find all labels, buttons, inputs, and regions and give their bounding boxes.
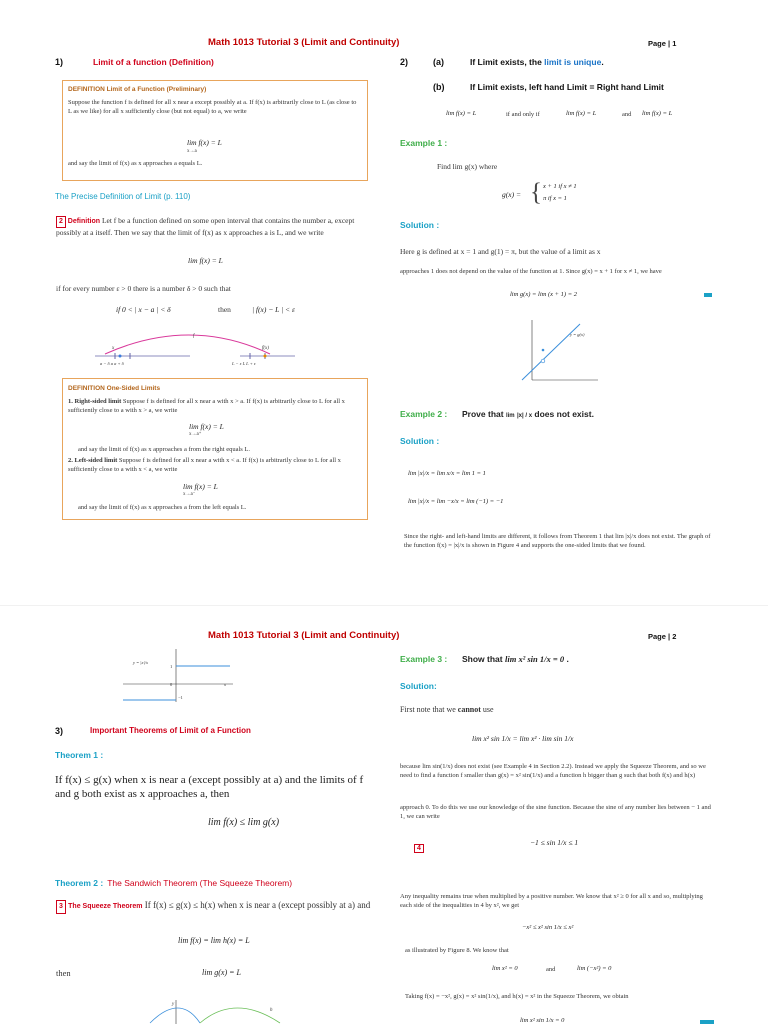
left-sided-limit bbox=[68, 456, 360, 474]
example1-case2: π if x = 1 bbox=[543, 195, 567, 202]
iff-right2: lim f(x) = L bbox=[642, 110, 673, 117]
example3-label: Example 3 : bbox=[400, 654, 448, 664]
theorem2-word: The Squeeze Theorem bbox=[68, 903, 143, 910]
right-sided-tail: and say the limit of f(x) as x approaches a from the right equals L. bbox=[78, 446, 251, 453]
iff-right1: lim f(x) = L bbox=[566, 110, 597, 117]
precise-then: then bbox=[218, 305, 231, 314]
solution3-para2: approach 0. To do this we use our knowledge of the sine function. Because the sine of any number lies between − 1 and 1, we can write bbox=[400, 804, 711, 820]
sign-graph-x: x bbox=[224, 682, 226, 687]
graph-x-label: x bbox=[112, 346, 115, 351]
example1-case1: x + 1 if x ≠ 1 bbox=[543, 183, 577, 190]
definition-tag: 2 bbox=[56, 216, 66, 228]
solution3-ineq: −1 ≤ sin 1/x ≤ 1 bbox=[530, 838, 579, 847]
solution1-line2: approaches 1 does not depend on the value of the function at 1. Since g(x) = x + 1 for x ≠ 1, we have bbox=[400, 268, 662, 275]
theorem2-tag: 3 bbox=[56, 900, 66, 914]
right-sided-limit bbox=[68, 397, 360, 415]
definition-word: Definition bbox=[67, 218, 101, 225]
solution3-bold: cannot bbox=[457, 705, 481, 714]
left-sided-eq: lim f(x) = L bbox=[183, 482, 218, 491]
example2-lead: Prove that bbox=[462, 409, 504, 419]
section2b-text: If Limit exists, left hand Limit = Right hand Limit bbox=[470, 82, 664, 92]
example3-end: . bbox=[566, 654, 569, 664]
left-sided-tail: and say the limit of f(x) as x approaches a from the left equals L. bbox=[78, 504, 247, 511]
ineq-tag-number: 4 bbox=[414, 844, 424, 853]
g-graph bbox=[520, 318, 600, 390]
precise-equation: lim f(x) = L bbox=[188, 256, 223, 265]
solution3-ineq2: −x² ≤ x² sin 1/x ≤ x² bbox=[522, 924, 574, 931]
solution3-para1: because lim sin(1/x) does not exist (see Example 4 in Section 2.2). Instead we apply the Squeeze Theorem, and so we need to find a function f smaller than g(x) = x² sin(1/x) and a function h bigger than g such that both f(x) and h(x) bbox=[400, 763, 706, 779]
page-divider bbox=[0, 605, 768, 606]
right-sided-body: Suppose f is defined for all x near a with x > a. If f(x) is arbitrarily close to L for all x sufficiently close to a with x > a, we write bbox=[68, 398, 345, 414]
squeeze-y-label: y bbox=[172, 1002, 175, 1007]
theorem1-text: If f(x) ≤ g(x) when x is near a (except possibly at a) and the limits of f and g both exist as x approaches a, then bbox=[55, 774, 364, 800]
section2a-label: (a) bbox=[433, 57, 444, 67]
definition-box-one-sided bbox=[62, 378, 368, 520]
theorem2-eq1: lim f(x) = lim h(x) = L bbox=[178, 936, 250, 945]
definition-tail: and say the limit of f(x) as x approaches a equals L. bbox=[68, 160, 203, 167]
right-sided-sub: x→a⁺ bbox=[189, 432, 202, 437]
precise-definition-title: The Precise Definition of Limit (p. 110) bbox=[55, 192, 191, 201]
solution3-line1 bbox=[400, 705, 494, 715]
right-sided-eq: lim f(x) = L bbox=[189, 422, 224, 431]
solution3-para5: Taking f(x) = −x², g(x) = x² sin(1/x), and h(x) = x² in the Squeeze Theorem, we obtain bbox=[405, 993, 629, 1000]
solution3-para4: as illustrated by Figure 8. We know that bbox=[405, 947, 509, 954]
solution1-line1: Here g is defined at x = 1 and g(1) = π, but the value of a limit as x bbox=[400, 247, 601, 256]
example2-label: Example 2 : bbox=[400, 409, 448, 419]
squeeze-graph bbox=[140, 998, 290, 1024]
solution3-label: Solution: bbox=[400, 681, 437, 691]
solution3-eq: lim x² sin 1/x = lim x² · lim sin 1/x bbox=[472, 734, 574, 743]
one-sided-heading: DEFINITION One-Sided Limits bbox=[68, 385, 161, 392]
solution3-rest: use bbox=[480, 705, 494, 714]
solution1-label: Solution : bbox=[400, 220, 440, 230]
example2-frac: |x| / x bbox=[517, 413, 533, 419]
iff-and: and bbox=[622, 111, 632, 118]
example3-expr: lim x² sin 1/x = 0 bbox=[504, 654, 565, 664]
left-sided-sub: x→a⁻ bbox=[183, 492, 196, 497]
section3-title: Important Theorems of Limit of a Function bbox=[90, 726, 251, 735]
brace-icon: { bbox=[530, 179, 542, 206]
theorem2-name: The Sandwich Theorem (The Squeeze Theorem) bbox=[107, 878, 293, 888]
solution1-eq: lim g(x) = lim (x + 1) = 2 bbox=[510, 291, 577, 298]
solution3-lim-a: lim x² = 0 bbox=[492, 965, 518, 972]
sign-graph-label: y = |x|/x bbox=[133, 660, 149, 665]
example2-lim: lim bbox=[505, 413, 515, 419]
iff-left: lim f(x) = L bbox=[446, 110, 477, 117]
theorem2-then: then bbox=[56, 968, 71, 978]
theorem2-statement bbox=[56, 899, 376, 914]
example1-g: g(x) = bbox=[502, 190, 522, 199]
graph-ticks-right: L − ε L L + ε bbox=[232, 361, 256, 366]
page2-number: Page | 2 bbox=[648, 632, 677, 641]
section2b-label: (b) bbox=[433, 82, 445, 92]
theorem2-eq2: lim g(x) = L bbox=[202, 968, 241, 977]
ineq-tag bbox=[414, 837, 424, 855]
example1-find: Find lim g(x) where bbox=[437, 162, 498, 171]
solution2-eq1: lim |x|/x = lim x/x = lim 1 = 1 bbox=[408, 470, 486, 477]
precise-definition bbox=[56, 216, 366, 238]
solution2-text: Since the right- and left-hand limits are different, it follows from Theorem 1 that lim |x|/x does not exist. The graph of the function f(x) = |x|/x is shown in Figure 4 and supports the one-sided limits that we found. bbox=[404, 533, 711, 549]
example2-text bbox=[462, 409, 594, 419]
graph-fx-label: f(x) bbox=[262, 346, 269, 351]
precise-body: Let f be a function defined on some open interval that contains the number a, except possibly at a itself. Then we say that the limit of f(x) as x approaches a is L, and we write bbox=[56, 216, 355, 237]
g-graph-label: y = g(x) bbox=[570, 332, 585, 337]
theorem2-label: Theorem 2 : bbox=[55, 878, 104, 888]
page1-number: Page | 1 bbox=[648, 39, 677, 48]
precise-if: if 0 < | x − a | < δ bbox=[116, 305, 171, 314]
theorem1-eq: lim f(x) ≤ lim g(x) bbox=[208, 817, 280, 828]
definition-body: Suppose the function f is defined for all x near a except possibly at a. If f(x) is arbitrarily close to L (as close to L as we like) for all x sufficiently close (but not equal) to a, we write bbox=[68, 99, 357, 115]
solution3-final: lim x² sin 1/x = 0 bbox=[520, 1017, 565, 1024]
right-sided-title: 1. Right-sided limit bbox=[68, 398, 122, 405]
section3-number: 3) bbox=[55, 726, 64, 736]
theorem1-label: Theorem 1 : bbox=[55, 750, 104, 760]
solution2-eq2: lim |x|/x = lim −x/x = lim (−1) = −1 bbox=[408, 498, 504, 505]
solution3-lim-and: and bbox=[546, 966, 556, 973]
theorem2-heading bbox=[55, 873, 292, 891]
page1-title: Math 1013 Tutorial 3 (Limit and Continuity) bbox=[208, 37, 400, 48]
sign-graph-one: 1 bbox=[170, 664, 173, 669]
theorem2-text: If f(x) ≤ g(x) ≤ h(x) when x is near a (except possibly at a) and bbox=[144, 900, 371, 910]
graph-f-label: f bbox=[193, 334, 195, 339]
precise-result: | f(x) − L | < ε bbox=[252, 305, 295, 314]
definition-box-preliminary bbox=[62, 80, 368, 181]
solution3-lead: First note that we bbox=[400, 705, 458, 714]
example3-text bbox=[462, 654, 569, 664]
sign-graph-neg: −1 bbox=[178, 695, 183, 700]
example2-end: does not exist. bbox=[534, 409, 594, 419]
precise-condition: if for every number ε > 0 there is a number δ > 0 such that bbox=[56, 284, 231, 293]
definition-equation: lim f(x) = L bbox=[187, 138, 222, 147]
left-sided-title: 2. Left-sided limit bbox=[68, 457, 118, 464]
left-sided-body: Suppose f is defined for all x near a with x < a. If f(x) is arbitrarily close to L for all x sufficiently close to a with x < a, we write bbox=[68, 457, 341, 473]
sign-graph-zero: 0 bbox=[170, 682, 173, 687]
definition-heading: DEFINITION Limit of a Function (Preliminary) bbox=[68, 86, 207, 93]
solution3-lim-b: lim (−x²) = 0 bbox=[577, 965, 612, 972]
section2a-end: . bbox=[601, 57, 604, 67]
definition-equation-sub: x→a bbox=[187, 149, 197, 154]
section2-number: 2) bbox=[400, 57, 409, 67]
section2a-lead: If Limit exists, the bbox=[470, 57, 545, 67]
example3-lead: Show that bbox=[462, 654, 503, 664]
solution2-label: Solution : bbox=[400, 436, 440, 446]
section1-title: Limit of a function (Definition) bbox=[93, 57, 214, 67]
section1-number: 1) bbox=[55, 57, 64, 67]
example1-label: Example 1 : bbox=[400, 138, 448, 148]
marker-icon-2 bbox=[700, 1020, 714, 1024]
section2a-highlight: limit is unique bbox=[544, 57, 602, 67]
section2a-text bbox=[470, 57, 604, 67]
iff-mid: if and only if bbox=[506, 111, 540, 118]
page2-title: Math 1013 Tutorial 3 (Limit and Continuity) bbox=[208, 630, 400, 641]
graph-ticks-left: a − δ a a + δ bbox=[100, 361, 124, 366]
squeeze-h-label: h bbox=[270, 1008, 273, 1013]
marker-icon bbox=[704, 293, 712, 297]
solution3-para3: Any inequality remains true when multiplied by a positive number. We know that x² ≥ 0 for all x and so, multiplying each side of the inequalities in 4 by x², we get bbox=[400, 893, 703, 909]
